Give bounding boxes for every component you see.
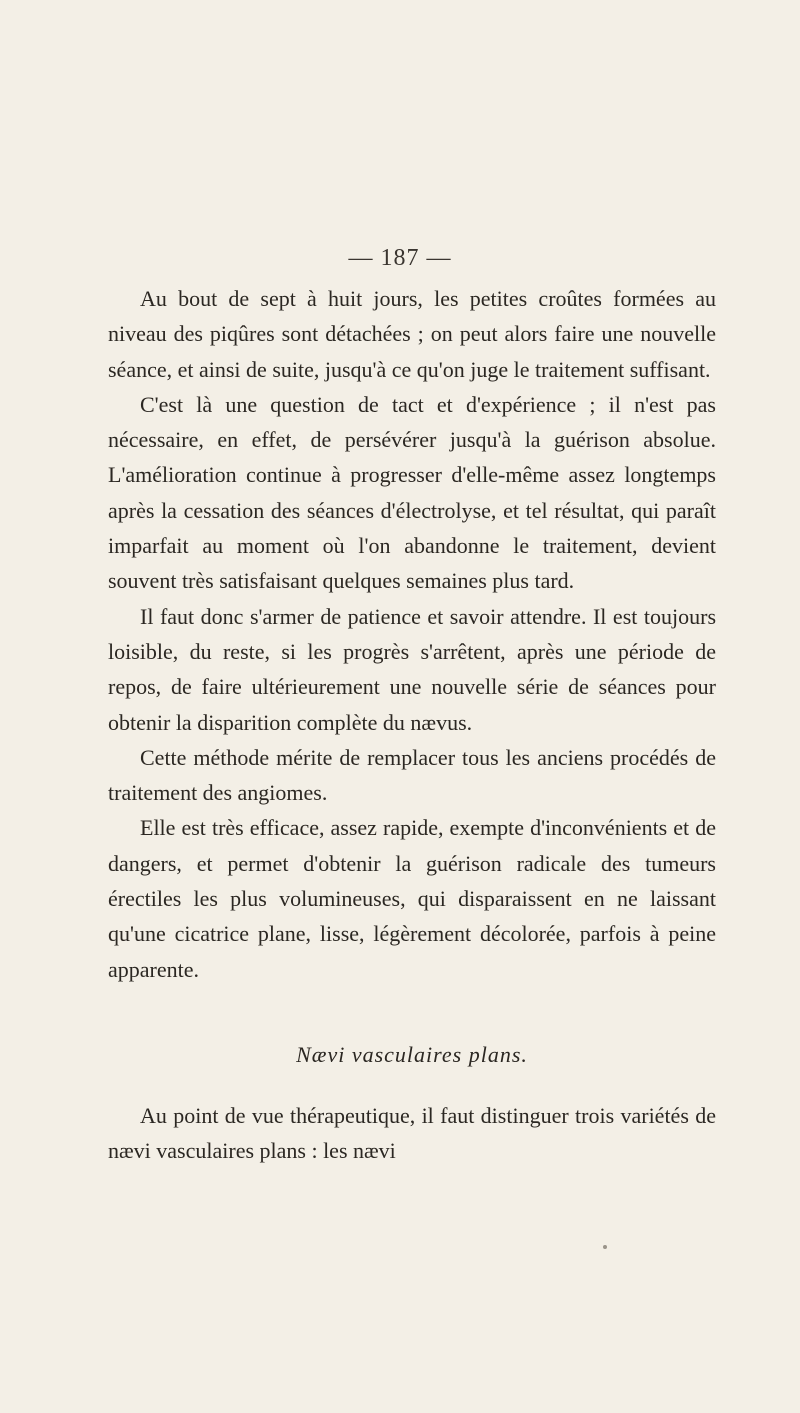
paragraph: Au point de vue thérapeutique, il faut distinguer trois variétés de nævi vasculaires plans : les nævi: [108, 1102, 716, 1164]
body-text: [108, 281, 716, 1169]
section-heading: Nævi vasculaires plans.: [296, 1041, 528, 1067]
paragraph: C'est là une question de tact et d'expérience ; il n'est pas nécessaire, en effet, de persévérer jusqu'à la guérison absolue. L'amélioration continue à progresser d'elle-même assez longtemps après la cessation des séances d'électrolyse, et tel résultat, qui paraît imparfait au moment où l'on abandonne le traitement, devient souvent très satisfaisant quelques semaines plus tard.: [108, 391, 716, 594]
page-number: — 187 —: [348, 245, 452, 271]
paragraph: Elle est très efficace, assez rapide, exempte d'inconvénients et de dangers, et permet d'obtenir la guérison radicale des tumeurs érectiles les plus volumineuses, qui disparaissent en ne laissant qu'une cicatrice plane, lisse, légèrement décolorée, parfois à peine apparente.: [108, 815, 716, 982]
paragraph: Il faut donc s'armer de patience et savoir attendre. Il est toujours loisible, du reste, si les progrès s'arrêtent, après une période de repos, de faire ultérieurement une nouvelle série de séances pour obtenir la disparition complète du nævus.: [108, 603, 716, 735]
paragraph: Au bout de sept à huit jours, les petites croûtes formées au niveau des piqûres sont détachées ; on peut alors faire une nouvelle séance, et ainsi de suite, jusqu'à ce qu'on juge le traitement suffisant.: [108, 286, 716, 382]
ink-speck: [603, 1245, 607, 1249]
paragraph: Cette méthode mérite de remplacer tous les anciens procédés de traitement des angiomes.: [108, 744, 716, 806]
